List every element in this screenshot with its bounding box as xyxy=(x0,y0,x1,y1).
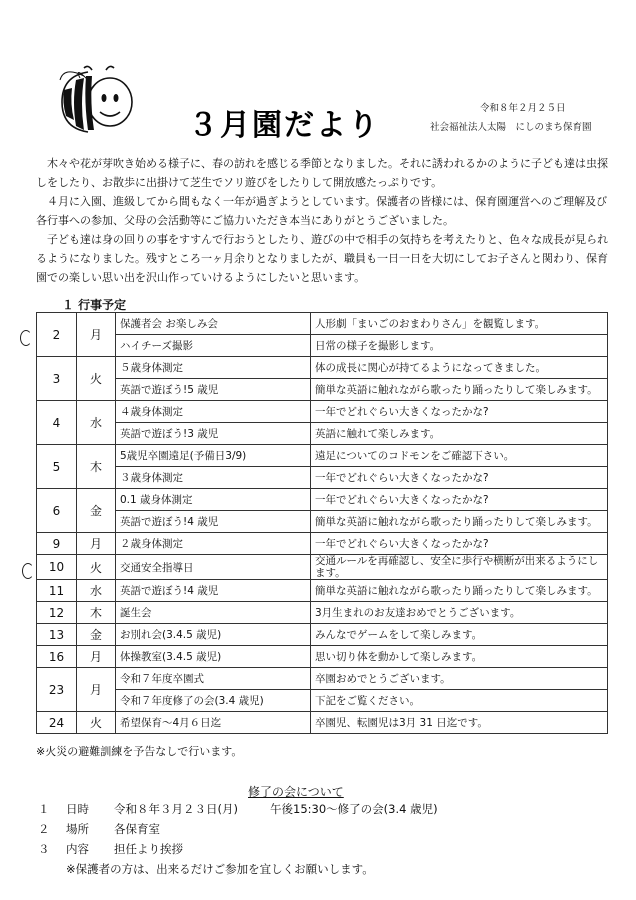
schedule-weekday: 月 xyxy=(77,668,116,712)
issue-date: 令和８年２月２５日 xyxy=(480,103,566,114)
closing-note: ※保護者の方は、出来るだけご参加を宜しくお願いします。 xyxy=(66,862,374,876)
margin-mark xyxy=(20,330,32,346)
schedule-row xyxy=(37,555,608,580)
schedule-description: 一年でどれぐらい大きくなったかな? xyxy=(311,533,608,555)
schedule-row xyxy=(37,335,608,357)
schedule-row xyxy=(37,690,608,712)
schedule-description: 簡単な英語に触れながら歌ったり踊ったりして楽しみます。 xyxy=(311,379,608,401)
schedule-weekday: 金 xyxy=(77,489,116,533)
schedule-event: 交通安全指導日 xyxy=(116,555,311,580)
schedule-weekday: 火 xyxy=(77,357,116,401)
schedule-description: 体の成長に関心が持てるようになってきました。 xyxy=(311,357,608,379)
schedule-row xyxy=(37,467,608,489)
closing-note-row xyxy=(36,861,616,881)
schedule-row xyxy=(37,712,608,734)
schedule-event: ４歳身体測定 xyxy=(116,401,311,423)
schedule-description: 思い切り体を動かして楽しみます。 xyxy=(311,646,608,668)
schedule-description: 簡単な英語に触れながら歌ったり踊ったりして楽しみます。 xyxy=(311,580,608,602)
schedule-weekday: 木 xyxy=(77,602,116,624)
schedule-description: 一年でどれぐらい大きくなったかな? xyxy=(311,401,608,423)
schedule-table xyxy=(36,312,608,734)
schedule-description: 卒園児、転園児は3月 31 日迄です。 xyxy=(311,712,608,734)
schedule-event: 保護者会 お楽しみ会 xyxy=(116,313,311,335)
schedule-description: 卒園おめでとうございます。 xyxy=(311,668,608,690)
page-title: ３月園だより xyxy=(188,108,380,143)
schedule-event: 令和７年度卒園式 xyxy=(116,668,311,690)
item-number: １ xyxy=(38,802,50,816)
schedule-event: 令和７年度修了の会(3.4 歳児) xyxy=(116,690,311,712)
intro-paragraph: ４月に入園、進級してから間もなく一年が過ぎようとしています。保護者の皆様には、保育園運営へのご理解及び各行事への参加、父母の会活動等にご協力いただき本当にありがとうございました。 xyxy=(36,195,608,227)
schedule-day: 5 xyxy=(37,445,77,489)
schedule-day: 13 xyxy=(37,624,77,646)
bee-mascot-icon xyxy=(48,62,144,142)
schedule-event: 英語で遊ぼう!5 歳児 xyxy=(116,379,311,401)
schedule-description: 3月生まれのお友達おめでとうございます。 xyxy=(311,602,608,624)
schedule-description: 遠足についてのコドモンをご確認下さい。 xyxy=(311,445,608,467)
schedule-day: 2 xyxy=(37,313,77,357)
schedule-row xyxy=(37,423,608,445)
schedule-row xyxy=(37,313,608,335)
schedule-day: 12 xyxy=(37,602,77,624)
intro-paragraph: 木々や花が芽吹き始める様子に、春の訪れを感じる季節となりました。それに誘われるかのように子ども達は虫探しをしたり、お散歩に出掛けて芝生でソリ遊びをしたりして開放感たっぷりです。 xyxy=(36,157,608,189)
schedule-day: 6 xyxy=(37,489,77,533)
schedule-row xyxy=(37,646,608,668)
schedule-row xyxy=(37,401,608,423)
schedule-event: 0.1 歳身体測定 xyxy=(116,489,311,511)
fire-drill-note: ※火災の避難訓練を予告なしで行います。 xyxy=(36,745,243,758)
organization-name: 社会福祉法人太陽 にしのまち保育園 xyxy=(430,122,592,133)
schedule-weekday: 月 xyxy=(77,313,116,357)
item-label: 場所 xyxy=(66,822,89,836)
schedule-weekday: 月 xyxy=(77,646,116,668)
schedule-row xyxy=(37,580,608,602)
intro-text xyxy=(36,154,614,287)
schedule-description: 人形劇「まいごのおまわりさん」を観覧します。 xyxy=(311,313,608,335)
closing-item xyxy=(36,801,616,821)
schedule-event: お別れ会(3.4.5 歳児) xyxy=(116,624,311,646)
schedule-weekday: 水 xyxy=(77,580,116,602)
item-number: ２ xyxy=(38,822,50,836)
schedule-event: 英語で遊ぼう!4 歳児 xyxy=(116,580,311,602)
schedule-row xyxy=(37,357,608,379)
closing-item xyxy=(36,841,616,861)
schedule-weekday: 火 xyxy=(77,712,116,734)
schedule-event: 体操教室(3.4.5 歳児) xyxy=(116,646,311,668)
schedule-day: 9 xyxy=(37,533,77,555)
schedule-day: 24 xyxy=(37,712,77,734)
schedule-description: 一年でどれぐらい大きくなったかな? xyxy=(311,467,608,489)
schedule-day: 3 xyxy=(37,357,77,401)
schedule-event: 5歳児卒園遠足(予備日3/9) xyxy=(116,445,311,467)
closing-section xyxy=(36,801,616,881)
schedule-row xyxy=(37,445,608,467)
closing-item xyxy=(36,821,616,841)
schedule-row xyxy=(37,489,608,511)
schedule-day: 11 xyxy=(37,580,77,602)
schedule-weekday: 木 xyxy=(77,445,116,489)
schedule-event: ３歳身体測定 xyxy=(116,467,311,489)
closing-title: 修了の会について xyxy=(248,785,344,799)
schedule-weekday: 水 xyxy=(77,401,116,445)
schedule-description: 英語に触れて楽しみます。 xyxy=(311,423,608,445)
item-value: 令和８年３月２３日(月) xyxy=(114,802,238,816)
schedule-event: ５歳身体測定 xyxy=(116,357,311,379)
intro-paragraph: 子ども達は身の回りの事をすすんで行おうとしたり、遊びの中で相手の気持ちを考えたりと、色々な成長が見られるようになりました。残すところ一ヶ月余りとなりましたが、職員も一日一日を大切にしてお子さんと関わり、保育園での楽しい思い出を沢山作っていけるようにしたいと思います。 xyxy=(36,233,609,284)
schedule-day: 23 xyxy=(37,668,77,712)
schedule-row xyxy=(37,602,608,624)
schedule-day: 4 xyxy=(37,401,77,445)
schedule-description: 一年でどれぐらい大きくなったかな? xyxy=(311,489,608,511)
schedule-day: 16 xyxy=(37,646,77,668)
schedule-weekday: 火 xyxy=(77,555,116,580)
item-number: ３ xyxy=(38,842,50,856)
schedule-heading: １ 行事予定 xyxy=(62,298,127,312)
schedule-event: 誕生会 xyxy=(116,602,311,624)
schedule-row xyxy=(37,379,608,401)
schedule-row xyxy=(37,511,608,533)
schedule-description: 日常の様子を撮影します。 xyxy=(311,335,608,357)
item-label: 内容 xyxy=(66,842,89,856)
item-value-time: 午後15:30～修了の会(3.4 歳児) xyxy=(270,802,438,816)
schedule-event: 英語で遊ぼう!3 歳児 xyxy=(116,423,311,445)
schedule-weekday: 月 xyxy=(77,533,116,555)
item-value: 各保育室 xyxy=(114,822,160,836)
schedule-event: ２歳身体測定 xyxy=(116,533,311,555)
schedule-day: 10 xyxy=(37,555,77,580)
schedule-event: 希望保育～4月６日迄 xyxy=(116,712,311,734)
schedule-description: 交通ルールを再確認し、安全に歩行や横断が出来るようにします。 xyxy=(311,555,608,580)
schedule-weekday: 金 xyxy=(77,624,116,646)
schedule-description: みんなでゲームをして楽しみます。 xyxy=(311,624,608,646)
item-value: 担任より挨拶 xyxy=(114,842,183,856)
schedule-event: ハイチーズ撮影 xyxy=(116,335,311,357)
item-label: 日時 xyxy=(66,802,89,816)
schedule-row xyxy=(37,624,608,646)
schedule-description: 下記をご覧ください。 xyxy=(311,690,608,712)
schedule-event: 英語で遊ぼう!4 歳児 xyxy=(116,511,311,533)
margin-mark xyxy=(22,563,34,579)
schedule-description: 簡単な英語に触れながら歌ったり踊ったりして楽しみます。 xyxy=(311,511,608,533)
schedule-row xyxy=(37,533,608,555)
schedule-row xyxy=(37,668,608,690)
